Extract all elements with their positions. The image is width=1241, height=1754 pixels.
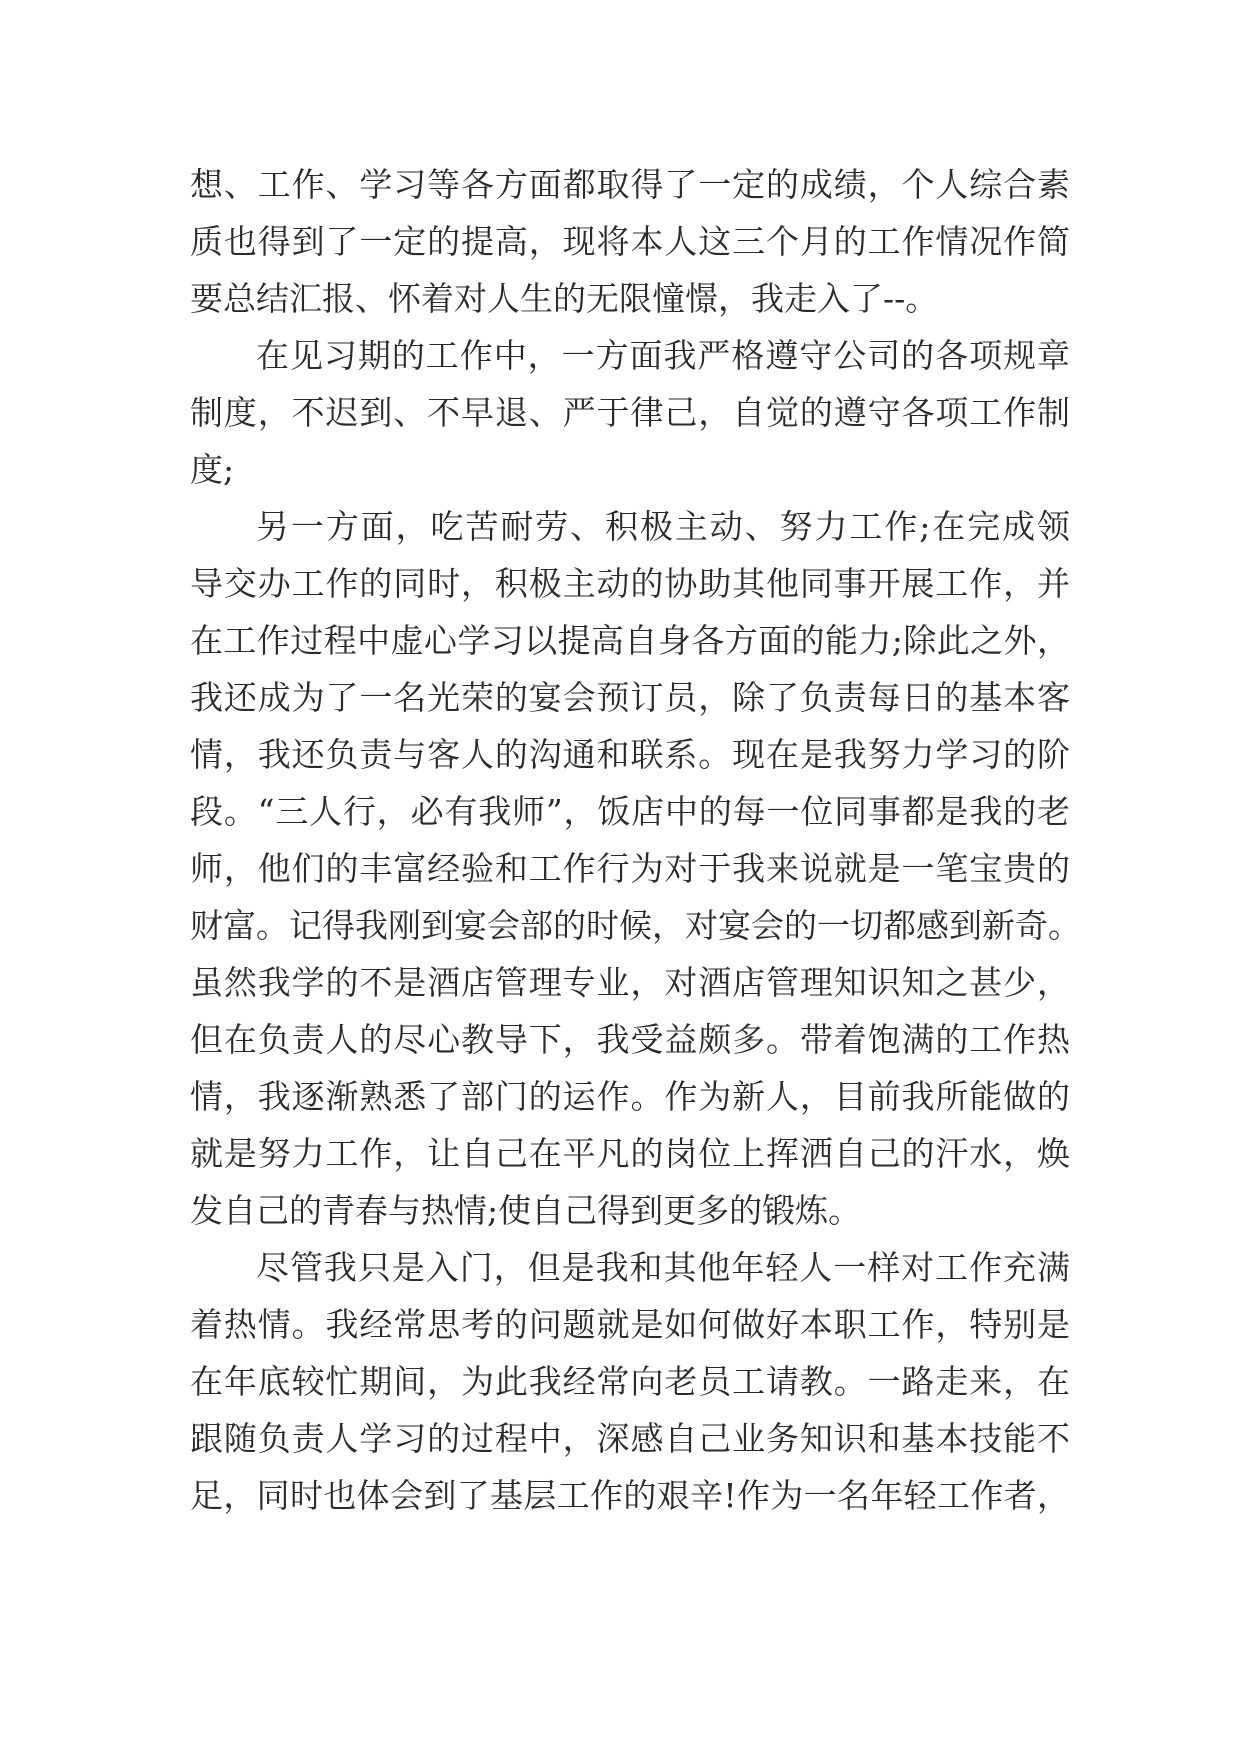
text-line: 但在负责人的尽心教导下，我受益颇多。带着饱满的工作热 [190,1020,1070,1059]
text-line: 虽然我学的不是酒店管理专业，对酒店管理知识知之甚少， [190,963,1070,1002]
text-line: 另一方面，吃苦耐劳、积极主动、努力工作;在完成领 [256,507,1070,546]
text-line: 师，他们的丰富经验和工作行为对于我来说就是一笔宝贵的 [190,849,1070,888]
text-line: 要总结汇报、怀着对人生的无限憧憬，我走入了--。 [190,279,939,318]
text-line: 段。“三人行，必有我师”，饭店中的每一位同事都是我的老 [190,792,1070,831]
text-line: 在年底较忙期间，为此我经常向老员工请教。一路走来，在 [190,1362,1070,1401]
text-line: 着热情。我经常思考的问题就是如何做好本职工作，特别是 [190,1305,1070,1344]
text-line: 在见习期的工作中，一方面我严格遵守公司的各项规章 [256,336,1070,375]
text-line: 在工作过程中虚心学习以提高自身各方面的能力;除此之外， [190,621,1070,660]
text-line: 就是努力工作，让自己在平凡的岗位上挥洒自己的汗水，焕 [190,1134,1070,1173]
text-line: 情，我逐渐熟悉了部门的运作。作为新人，目前我所能做的 [190,1077,1070,1116]
text-line: 尽管我只是入门，但是我和其他年轻人一样对工作充满 [256,1248,1070,1287]
document-body [190,156,1081,1524]
text-line: 度; [190,450,235,489]
text-line: 导交办工作的同时，积极主动的协助其他同事开展工作，并 [190,564,1070,603]
text-line: 足，同时也体会到了基层工作的艰辛!作为一名年轻工作者， [190,1476,1070,1515]
text-line: 跟随负责人学习的过程中，深感自己业务知识和基本技能不 [190,1419,1070,1458]
text-line: 想、工作、学习等各方面都取得了一定的成绩，个人综合素 [190,165,1070,204]
text-line: 制度，不迟到、不早退、严于律己，自觉的遵守各项工作制 [190,393,1070,432]
text-line: 我还成为了一名光荣的宴会预订员，除了负责每日的基本客 [190,678,1070,717]
text-line: 质也得到了一定的提高，现将本人这三个月的工作情况作简 [190,222,1070,261]
text-line: 财富。记得我刚到宴会部的时候，对宴会的一切都感到新奇。 [190,906,1081,945]
text-line: 发自己的青春与热情;使自己得到更多的锻炼。 [190,1191,862,1230]
text-line: 情，我还负责与客人的沟通和联系。现在是我努力学习的阶 [190,735,1070,774]
